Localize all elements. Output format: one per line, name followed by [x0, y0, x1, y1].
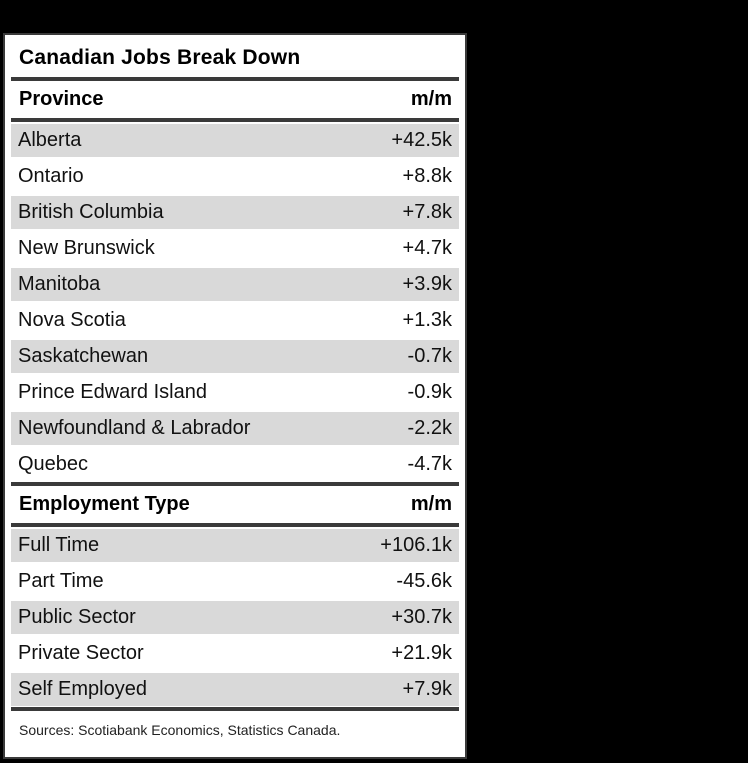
table-row — [11, 410, 459, 446]
table-row — [11, 635, 459, 671]
table-title-row — [5, 35, 465, 77]
row-value: +42.5k — [391, 129, 452, 151]
row-label: Self Employed — [18, 678, 147, 700]
table-row — [11, 671, 459, 707]
row-value: +8.8k — [402, 164, 452, 187]
province-header-unit: m/m — [410, 88, 452, 110]
row-label: Part Time — [18, 569, 104, 592]
province-header-label: Province — [19, 88, 104, 110]
row-value: +7.8k — [402, 201, 452, 223]
row-value: -0.9k — [407, 380, 452, 403]
row-value: -0.7k — [407, 345, 452, 367]
table-title: Canadian Jobs Break Down — [19, 46, 301, 69]
table-row — [11, 338, 459, 374]
row-value: -2.2k — [407, 417, 452, 439]
row-value: +3.9k — [402, 273, 452, 295]
row-label: Nova Scotia — [18, 308, 126, 331]
province-header-row — [5, 81, 465, 118]
row-value: +21.9k — [391, 641, 452, 664]
row-label: New Brunswick — [18, 236, 155, 259]
row-label: Newfoundland & Labrador — [18, 417, 251, 439]
row-value: +106.1k — [380, 534, 452, 556]
row-label: British Columbia — [18, 201, 164, 223]
source-note: Sources: Scotiabank Economics, Statistics Canada. — [19, 722, 341, 738]
table-row — [11, 194, 459, 230]
row-value: +30.7k — [391, 606, 452, 628]
employment-type-header-label: Employment Type — [19, 493, 190, 515]
row-label: Manitoba — [18, 273, 101, 295]
row-label: Public Sector — [18, 606, 136, 628]
table-row — [11, 230, 459, 266]
row-label: Prince Edward Island — [18, 380, 207, 403]
table-row — [11, 563, 459, 599]
row-label: Quebec — [18, 452, 89, 475]
row-label: Full Time — [18, 534, 100, 556]
table-row — [11, 158, 459, 194]
row-label: Saskatchewan — [18, 345, 149, 367]
row-value: -45.6k — [396, 569, 452, 592]
row-value: +1.3k — [402, 308, 452, 331]
jobs-table-card — [3, 33, 467, 759]
row-label: Alberta — [18, 129, 82, 151]
employment-type-header-row — [5, 486, 465, 523]
row-value: +7.9k — [402, 678, 452, 700]
table-row — [11, 446, 459, 482]
table-row — [11, 302, 459, 338]
employment-type-header-unit: m/m — [410, 493, 452, 515]
table-row — [11, 374, 459, 410]
table-row — [11, 266, 459, 302]
row-value: +4.7k — [402, 236, 452, 259]
table-row — [11, 599, 459, 635]
table-row — [11, 122, 459, 158]
table-row — [11, 527, 459, 563]
row-value: -4.7k — [407, 452, 452, 475]
row-label: Private Sector — [18, 641, 144, 664]
row-label: Ontario — [18, 164, 84, 187]
